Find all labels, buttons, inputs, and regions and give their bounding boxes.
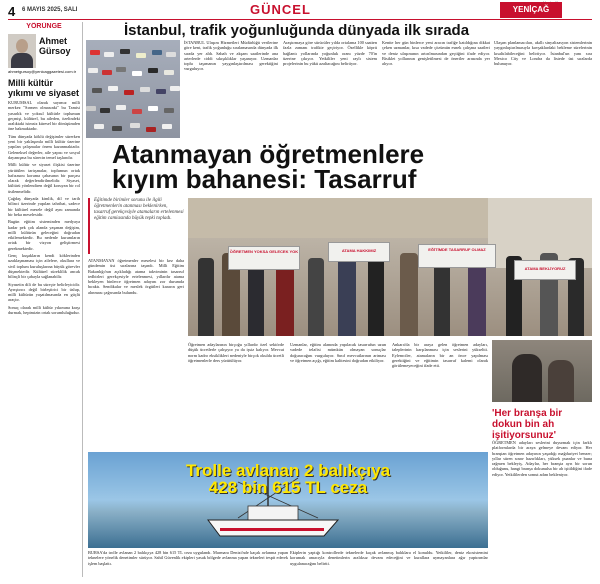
column-paragraph: Milli kültür ve siyaset ilişkisi üzerine yürütülen tartışmalar, toplumun ortak hafızasını koruma çabasının bir parçası olarak değerlendirilmelidir. Siyaset, kültürü yönlendiren değil koruyan bir rol üstlenmelidir. — [8, 162, 80, 194]
opinion-column — [8, 22, 80, 577]
boat-story-column: BURSA'da trolle avlanan 2 balıkçıya 428 bin 615 TL ceza uygulandı. Marmara Denizi'nde kaçak avlanma yapan teknelere yönelik denetimler sürüyor. Sahil Güvenlik ekipleri yasak bölgede avlanma yapan tekneleri tespit ederek işlem başlattı. — [88, 550, 288, 566]
author-name: Ahmet Gürsoy — [39, 36, 71, 56]
protest-banner: EĞİTİMDE TASARRUF OLMAZ — [418, 244, 496, 268]
main-story-column: Öğretmen adaylarının birçoğu yıllardır özel sektörde düşük ücretlerle çalışıyor ya da işsiz kalıyor. Mevcut norm kadro eksiklikleri nedeniyle birçok okulda ücretli öğretmenlerle ders yürütülüyor. — [188, 342, 284, 363]
boat-headline-line: 428 bin 615 TL ceza — [208, 478, 368, 497]
sidebar-headline: 'Her branşa bir dokun bin ah işitiyorsunuz' — [492, 408, 563, 441]
column-title: Milli kültür yıkımı ve siyaset — [8, 78, 80, 98]
column-body — [8, 100, 80, 315]
column-paragraph: Çağdaş dünyada kimlik, dil ve tarih bilinci üzerinde yapılan tahribat, sadece bir kültürel mesele değil aynı zamanda bir beka meselesidir. — [8, 196, 80, 217]
main-story-column: Ankara'da bir araya gelen öğretmen adayları, taleplerinin karşılanması için seslerini yükseltti. Eylemciler, atamaların bir an önce yapılması gerektiğini ve eğitimin tasarruf kalemi olarak görülemeyeceğini ifade etti. — [392, 342, 488, 369]
main-headline — [112, 139, 572, 194]
header-rule — [8, 19, 592, 20]
column-paragraph: Bugün eğitim sisteminden medyaya kadar pek çok alanda yaşanan değişim, milli kültürün geleceğini doğrudan etkilemektedir. Bu nedenle kurumların ortak bir vizyon geliştirmesi gerekmektedir. — [8, 219, 80, 251]
top-story-column: Ulaşım planlamacıları, akıllı sinyalizasyon sistemlerinin yaygınlaştırılmasıyla kavşaklardaki bekleme sürelerinin kısaltılabileceğini belirtiyor. İstanbul'un yanı sıra Mexico City ve Londra da listede üst sıralarda bulunuyor. — [494, 40, 592, 67]
column-paragraph: Sonuç olarak milli kültür yıkımına karşı durmak, hepimizin ortak sorumluluğudur. — [8, 304, 80, 315]
sidebar-photo — [492, 340, 592, 402]
traffic-photo — [86, 40, 180, 138]
main-story-column: Uzmanlar, eğitim alanında yapılacak tasarrufun uzun vadede telafisi mümkün olmayan sonuçlar doğuracağını vurguluyor. Sınıf mevcutlarının artması ve öğretmen açığı, eğitim kalitesini doğrudan etkiliyor. — [290, 342, 386, 363]
main-headline-line: Atanmayan öğretmenlere — [112, 139, 425, 169]
newspaper-logo: YENİÇAĞ — [500, 2, 562, 18]
column-paragraph: KURUMSAL olarak sayımız milli merkez "Sırmen olmasınki" bu Tamisi yasarlık ve yoksul kültürle toplumun geçmişi, kültürel, bu aileden, özelindeki aralıktaki isimsiz küresel bir dönüşümden öne bakmaktadır. — [8, 100, 80, 132]
author-photo — [8, 34, 36, 68]
protest-banner: ÖĞRETMEN YOKSA GELECEK YOK — [228, 246, 300, 270]
page-number: 4 — [8, 4, 16, 19]
sidebar-text: ÖĞRETMEN adayları seslerini duyurmak için farklı platformlarda bir araya gelmeye devam ediyor. Her branştan öğretmen adayının yaşadığı mağduriyet benzer; yıllar süren sınav hazırlıkları, yüksek puanlar ve buna rağmen bekleyiş. Adaylar, her branşta ayrı bir sorun olduğunu, hangi branşa dokunulsa bir ah işitildiğini ifade ediyor. Yetkililerden somut adım bekleniyor. — [492, 440, 592, 477]
top-story-headline: İstanbul, trafik yoğunluğunda dünyada ilk sırada — [124, 22, 470, 39]
main-story-column: ATANMAYAN öğretmenler meselesi bir kez daha gündemin üst sıralarına taşındı. Milli Eğitim Bakanlığı'nın açıkladığı atama takviminin tasarruf tedbirleri gerekçesiyle ertelenmesi, yıllardır atama bekleyen binlerce öğretmen adayını zor durumda bıraktı. Sendikalar ve meslek örgütleri kararın geri alınması çağrısında bulundu. — [88, 258, 184, 295]
boat-headline — [88, 462, 488, 496]
column-paragraph: Tüm dünyada köklü değişimler sürerken yeni bir yaklaşımla milli kültür üzerine yapılan çalışmalar önem kazanmaktadır. Geleneksel değerler, aile yapısı ve sosyal dayanışma bu sürecin temel taşlarıdır. — [8, 133, 80, 160]
column-paragraph: Siyasetin dili de bu süreçte belirleyicidir. Ayrıştırıcı değil birleştirici bir üslup, milli kültürün yaşatılmasında en güçlü araçtır. — [8, 281, 80, 303]
main-headline-line: kıyım bahanesi: Tasarruf — [112, 164, 417, 194]
boat-headline-line: Trolle avlanan 2 balıkçıya — [185, 461, 391, 480]
top-story-column: Araştırmaya göre sürücüler yılda ortalama 100 saatten fazla zamanı trafikte geçiriyor. Özellikle köprü bağlantı yollarında yoğunluk oranı yüzde 70'in üzerine çıkıyor. Yetkililer yeni raylı sistem projelerinin bu yükü azaltacağını belirtiyor. — [283, 40, 377, 67]
column-paragraph: Genç kuşakların kendi köklerinden uzaklaşmaması için ailelere, okullara ve sivil toplum kuruluşlarına büyük görevler düşmektedir. Kültürel süreklilik ancak bilinçli bir çabayla sağlanabilir. — [8, 253, 80, 280]
issue-date: 6 MAYIS 2025, SALI — [22, 7, 78, 13]
protest-photo — [188, 198, 592, 336]
column-divider — [82, 22, 83, 577]
section-title: GÜNCEL — [250, 2, 311, 17]
boat-story-column: Ekiplerin yaptığı kontrollerde teknelerde kaçak avlanmış balıklara el konuldu. Yetkililer, deniz ekosistemini korumak amacıyla denetimlerin aralıksız devam edeceğini ve kurallara uymayanlara ağır yaptırımlar uygulanacağını belirtti. — [290, 550, 488, 566]
protest-banner: ATAMA BEKLİYORUZ — [514, 260, 576, 280]
column-label: YÖRÜNGE — [26, 23, 62, 30]
author-email: ahmetgursoy@yenicaggazetesi.com.tr — [8, 69, 77, 74]
protest-banner: ATAMA HAKKIMIZ — [328, 242, 390, 262]
top-story-column: Kentte her gün binlerce yeni aracın trafiğe katıldığına dikkat çeken uzmanlar, kısa vadede çözümün esnek çalışma saatleri ve deniz ulaşımının artırılmasından geçtiğini ifade ediyor. Bisiklet yollarının genişletilmesi de öneriler arasında yer alıyor. — [382, 40, 490, 67]
pull-quote: Eğitimde birimler sorunu ile ilgili öğretmenlerin atanması beklenirken, tasarruf gerekçesiyle atamaların ertelenmesi eğitim camiasında büyük tepki topladı. — [88, 198, 184, 254]
top-story-column: İSTANBUL Ulaşım Hizmetleri Müdürlüğü verilerine göre kent, trafik yoğunluğu sıralamasında dünyada ilk sırada yer aldı. Sabah ve akşam saatlerinde ana arterlerde ciddi sıkışıklıklar yaşanıyor. Uzmanlar toplu taşımanın yaygınlaştırılması gerektiğini vurguluyor. — [184, 40, 278, 72]
